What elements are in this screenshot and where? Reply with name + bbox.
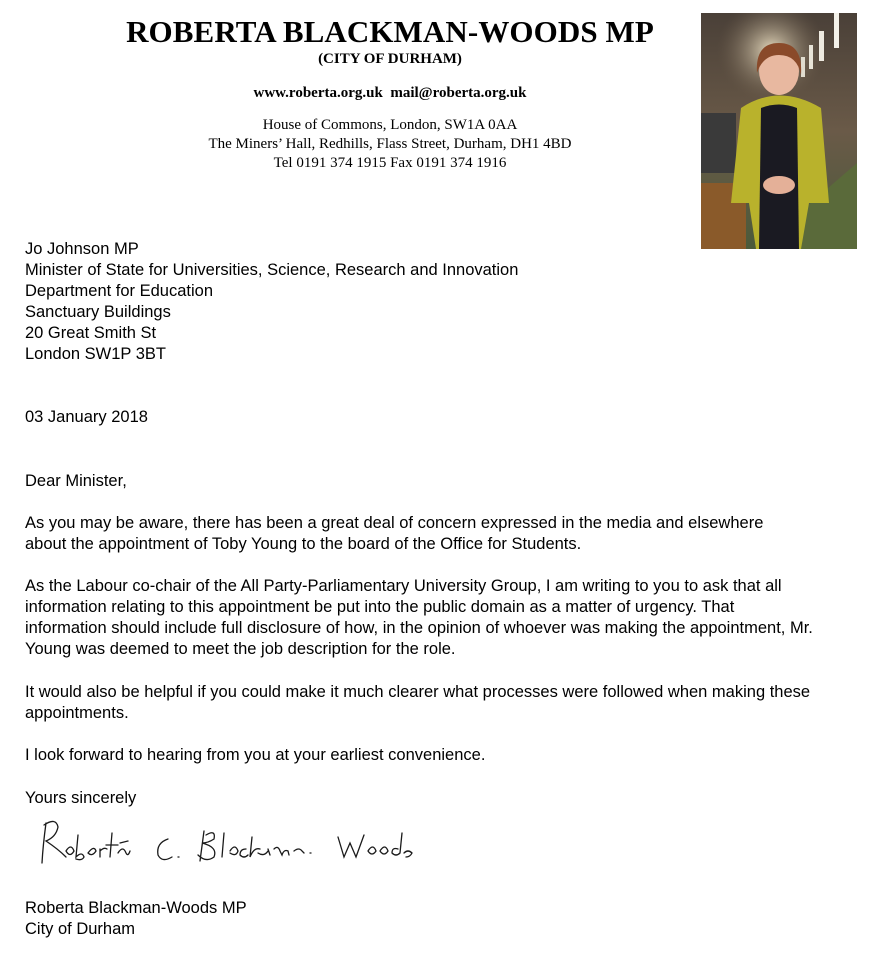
letterhead-name: ROBERTA BLACKMAN-WOODS MP bbox=[126, 14, 654, 49]
letter-date: 03 January 2018 bbox=[25, 408, 148, 426]
portrait-photo bbox=[701, 13, 857, 249]
recipient-line: London SW1P 3BT bbox=[25, 345, 166, 363]
recipient-line: 20 Great Smith St bbox=[25, 324, 157, 342]
paragraph: As the Labour co-chair of the All Party-Parliamentary University Group, I am writing to you to ask that all information relating to this appointment be put into the public domain as a matter of urgency. That information should include full disclosure of how, in the opinion of whoever was making the appointment, Mr. Young was deemed to meet the job description for the role. bbox=[25, 577, 813, 658]
address-line: House of Commons, London, SW1A 0AA bbox=[262, 117, 518, 133]
letterhead-address bbox=[100, 116, 680, 173]
closing: Yours sincerely bbox=[25, 789, 137, 807]
recipient-address bbox=[25, 239, 825, 365]
recipient-line: Department for Education bbox=[25, 282, 214, 300]
paragraph: As you may be aware, there has been a great deal of concern expressed in the media and elsewhere about the appointment of Toby Young to the board of the Office for Students. bbox=[25, 514, 764, 553]
recipient-line: Jo Johnson MP bbox=[25, 240, 139, 258]
address-line: Tel 0191 374 1915 Fax 0191 374 1916 bbox=[273, 155, 507, 171]
letterhead-web-email: www.roberta.org.uk mail@roberta.org.uk bbox=[253, 85, 527, 101]
address-line: The Miners’ Hall, Redhills, Flass Street, Durham, DH1 4BD bbox=[208, 136, 572, 152]
recipient-line: Minister of State for Universities, Science, Research and Innovation bbox=[25, 261, 519, 279]
signatory-name: Roberta Blackman-Woods MP bbox=[25, 899, 247, 917]
signatory-title: City of Durham bbox=[25, 920, 136, 938]
handwritten-signature bbox=[38, 815, 418, 875]
signatory-block bbox=[25, 898, 825, 940]
letterhead-constituency: (CITY OF DURHAM) bbox=[318, 51, 462, 67]
letterhead bbox=[100, 14, 680, 173]
paragraph: I look forward to hearing from you at your earliest convenience. bbox=[25, 746, 486, 764]
salutation: Dear Minister, bbox=[25, 472, 127, 490]
recipient-line: Sanctuary Buildings bbox=[25, 303, 171, 321]
paragraph: It would also be helpful if you could make it much clearer what processes were followed when making these appointments. bbox=[25, 683, 811, 722]
